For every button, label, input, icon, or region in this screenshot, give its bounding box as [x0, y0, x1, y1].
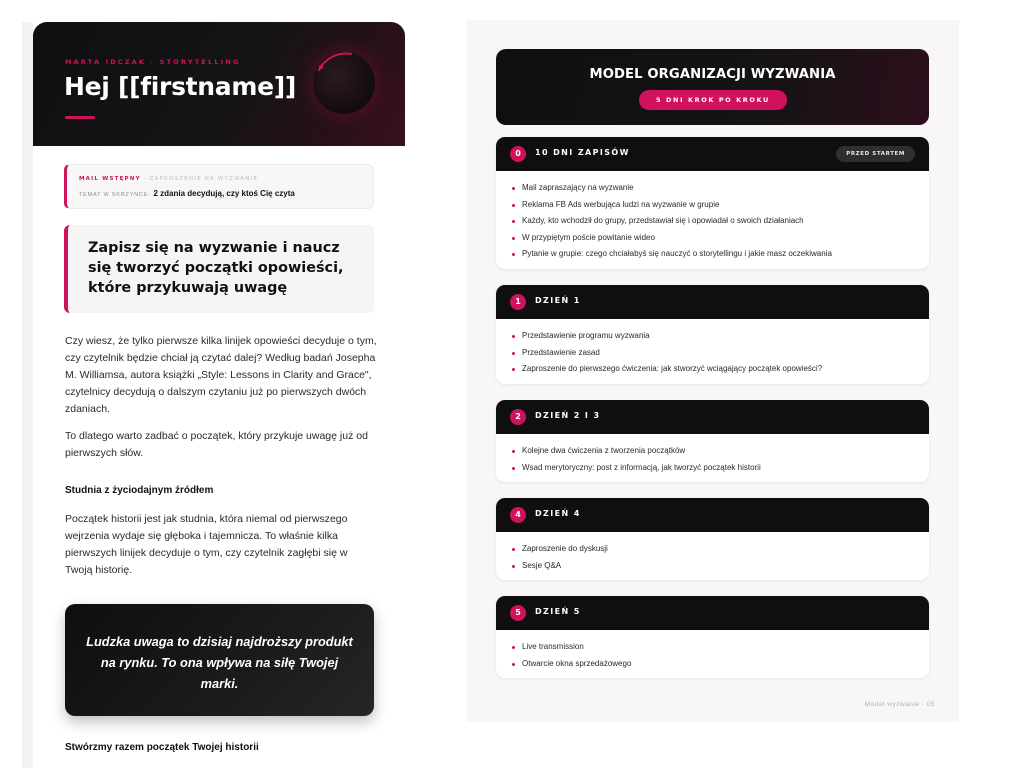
card-body — [496, 532, 929, 580]
mail-subject-row — [79, 189, 295, 198]
card-number-badge: 5 — [510, 605, 526, 621]
mail-tag-sublabel: ZAPROSZENIE NA WYZWANIE — [149, 176, 259, 182]
list-item: Reklama FB Ads werbująca ludzi na wyzwanie w grupie — [510, 197, 915, 214]
card-body — [496, 434, 929, 482]
headline-box — [64, 225, 374, 313]
section-subheading: Studnia z życiodajnym źródłem — [65, 485, 214, 496]
plan-card-0 — [496, 137, 929, 269]
card-header — [496, 137, 929, 171]
left-page-edge — [22, 22, 33, 768]
hero-arc-icon — [311, 50, 377, 116]
plan-title: MODEL ORGANIZACJI WYZWANIA — [589, 67, 836, 82]
card-title: DZIEŃ 4 — [535, 509, 581, 518]
mail-subject-label: TEMAT W SKRZYNCE: — [79, 192, 151, 198]
plan-card-2 — [496, 400, 929, 482]
card-title: DZIEŃ 2 I 3 — [535, 411, 601, 420]
card-body — [496, 319, 929, 384]
card-number-badge: 2 — [510, 409, 526, 425]
list-item: Zaproszenie do pierwszego ćwiczenia: jak stworzyć wciągający początek opowieści? — [510, 361, 915, 378]
list-item: Kolejne dwa ćwiczenia z tworzenia początków — [510, 443, 915, 460]
list-item: Otwarcie okna sprzedażowego — [510, 656, 915, 673]
card-number-badge: 1 — [510, 294, 526, 310]
email-hero-banner — [33, 22, 405, 146]
mail-tag-box — [64, 164, 374, 209]
list-item: Mail zapraszający na wyzwanie — [510, 180, 915, 197]
hero-kicker: MARTA IDCZAK · STORYTELLING — [65, 58, 241, 66]
email-document — [33, 22, 405, 768]
list-item: W przypiętym poście powitanie wideo — [510, 230, 915, 247]
quote-box — [65, 604, 374, 716]
card-status-badge: PRZED STARTEM — [836, 146, 915, 162]
plan-document — [466, 20, 959, 722]
plan-header — [496, 49, 929, 125]
plan-card-4 — [496, 498, 929, 580]
page-footer: Model wyzwanie · 05 — [864, 701, 935, 708]
card-header — [496, 498, 929, 532]
plan-pill-badge: 5 DNI KROK PO KROKU — [639, 90, 787, 110]
list-item: Sesje Q&A — [510, 558, 915, 575]
card-body — [496, 171, 929, 269]
plan-card-5 — [496, 596, 929, 678]
hero-underline — [65, 116, 95, 119]
mail-tag-label-row — [79, 176, 258, 182]
list-item: Live transmission — [510, 639, 915, 656]
list-item: Każdy, kto wchodził do grupy, przedstawiał się i opowiadał o swoich działaniach — [510, 213, 915, 230]
card-header — [496, 285, 929, 319]
card-body — [496, 630, 929, 678]
body-paragraph-3: Początek historii jest jak studnia, która niemal od pierwszego wejrzenia wydaje się głęboka i tajemnicza. To właśnie kilka pierwszych linijek decyduje o tym, czy czytelnik zagłębi się w Twoją historię. — [65, 513, 348, 576]
card-number-badge: 4 — [510, 507, 526, 523]
quote-text: Ludzka uwaga to dzisiaj najdroższy produkt na rynku. To ona wpływa na siłę Twojej marki. — [86, 634, 353, 691]
mail-tag-separator: · — [140, 176, 150, 182]
mail-subject: 2 zdania decydują, czy ktoś Cię czyta — [153, 189, 295, 198]
card-title: 10 DNI ZAPISÓW — [535, 148, 630, 157]
list-item: Zaproszenie do dyskusji — [510, 541, 915, 558]
plan-card-1 — [496, 285, 929, 384]
body-paragraph-2: To dlatego warto zadbać o początek, który przykuje uwagę już od pierwszych słów. — [65, 430, 368, 459]
card-number-badge: 0 — [510, 146, 526, 162]
list-item: Przedstawienie zasad — [510, 345, 915, 362]
body-paragraph-1: Czy wiesz, że tylko pierwsze kilka linijek opowieści decyduje o tym, czy czytelnik będzie chciał ją czytać dalej? Według badań Josepha M. Williamsa, autora książki „Style: Lessons in Clarity and Grace", czytelnicy decydują o dalszym czytaniu już po pierwszych dwóch zdaniach. — [65, 335, 377, 415]
hero-title: Hej [[firstname]] — [64, 72, 297, 101]
email-headline: Zapisz się na wyzwanie i naucz się tworzyć początki opowieści, które przykuwają uwagę — [88, 240, 344, 296]
list-item: Przedstawienie programu wyzwania — [510, 328, 915, 345]
mail-tag-label: MAIL WSTĘPNY — [79, 176, 141, 182]
card-header — [496, 400, 929, 434]
closing-heading: Stwórzmy razem początek Twojej historii — [65, 742, 259, 753]
card-header — [496, 596, 929, 630]
card-title: DZIEŃ 5 — [535, 607, 581, 616]
list-item: Pytanie w grupie: czego chciałabyś się nauczyć o storytellingu i jakie masz oczekiwania — [510, 246, 915, 263]
list-item: Wsad merytoryczny: post z informacją, jak tworzyć początek historii — [510, 460, 915, 477]
card-title: DZIEŃ 1 — [535, 296, 581, 305]
